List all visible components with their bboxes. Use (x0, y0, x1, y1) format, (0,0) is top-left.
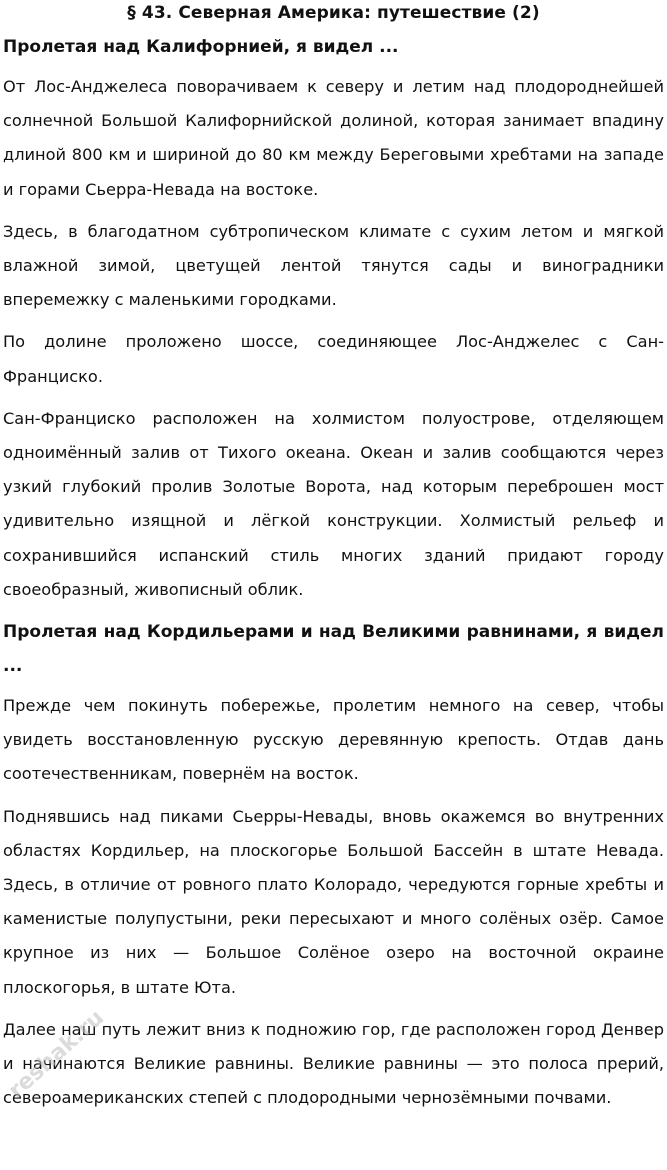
paragraph: Здесь, в благодатном субтропическом климате с сухим летом и мягкой влажной зимой, цветущей лентой тянутся сады и виноградники вперемежку с маленькими городками. (3, 221, 664, 310)
section-heading: Пролетая над Кордильерами и над Великими равнинами, я видел ... (3, 622, 664, 677)
watermark-logo: reshak.ru (4, 1005, 110, 1104)
page-title: § 43. Северная Америка: путешествие (2) (127, 3, 540, 23)
section-california (3, 30, 664, 607)
paragraph: Сан-Франциско расположен на холмистом полуострове, отделяющем одноимённый залив от Тихого океана. Океан и залив сообщаются через узкий глубокий пролив Золотые Ворота, над которым переброшен мост удивительно изящной и лёгкой конструкции. Холмистый рельеф и сохранившийся испанский стиль многих зданий придают городу своеобразный, живописный облик. (3, 408, 664, 599)
paragraph: Поднявшись над пиками Сьерры-Невады, вновь окажемся во внутренних областях Кордильер, на плоскогорье Большой Бассейн в штате Невада. Здесь, в отличие от ровного плато Колорадо, чередуются горные хребты и каменистые полупустыни, реки пересыхают и много солёных озёр. Самое крупное из них — Большое Солёное озеро на восточной окраине плоскогорья, в штате Юта. (3, 806, 664, 997)
section-heading: Пролетая над Калифорнией, я видел ... (3, 37, 399, 57)
paragraph: Прежде чем покинуть побережье, пролетим немного на север, чтобы увидеть восстановленную русскую деревянную крепость. Отдав дань соотечественникам, повернём на восток. (3, 696, 664, 784)
paragraph: От Лос-Анджелеса поворачиваем к северу и летим над плодороднейшей солнечной Большой Калифорнийской долиной, которая занимает впадину длиной 800 км и шириной до 80 км между Береговыми хребтами на западе и горами Сьерра-Невада на востоке. (3, 77, 664, 199)
paragraph: Далее наш путь лежит вниз к подножию гор, где расположен город Денвер и начинаются Великие равнины. Великие равнины — это полоса прерий, североамериканских степей с плодородными чернозёмными почвами. (3, 1019, 664, 1108)
paragraph: По долине проложено шоссе, соединяющее Лос-Анджелес с Сан-Франциско. (3, 332, 664, 386)
section-cordilleras (3, 615, 664, 1115)
